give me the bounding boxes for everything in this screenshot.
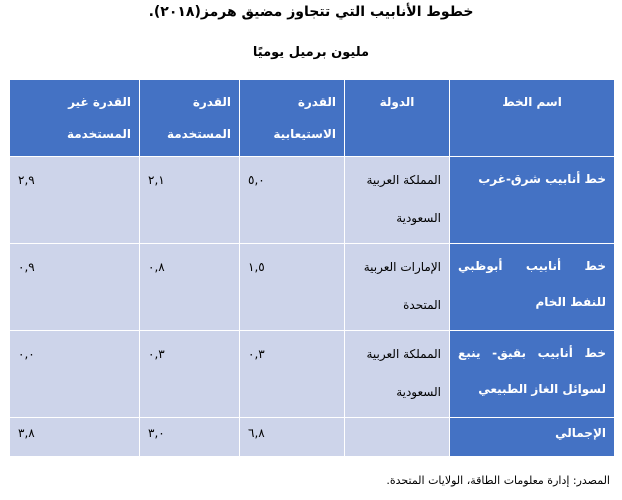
pipelines-table [9, 79, 615, 457]
table-total-row [10, 418, 615, 457]
total-unused-capacity-cell: ٣,٨ [10, 418, 140, 457]
capacity-cell: ١,٥ [240, 244, 345, 331]
country-cell: الإمارات العربية المتحدة [345, 244, 450, 331]
document-title: خطوط الأنابيب التي تتجاوز مضيق هرمز(٢٠١٨). [148, 4, 474, 20]
pipeline-name-cell: خط أنابيب بقيق- ينبع لسوائل الغاز الطبيعي [450, 331, 615, 418]
header-unused-capacity: القدرة غير المستخدمة [10, 80, 140, 157]
unused-capacity-cell: ٢,٩ [10, 157, 140, 244]
header-pipeline-name: اسم الخط [450, 80, 615, 157]
table-row [10, 244, 615, 331]
source-note: المصدر: إدارة معلومات الطاقة، الولايات المتحدة. [386, 474, 610, 487]
total-country-cell [345, 418, 450, 457]
pipeline-name-cell: خط أنابيب شرق-غرب [450, 157, 615, 244]
capacity-cell: ٠,٣ [240, 331, 345, 418]
pipeline-name-cell: خط أنابيب أبوظبي للنفط الخام [450, 244, 615, 331]
header-used-capacity: القدرة المستخدمة [140, 80, 240, 157]
total-capacity-cell: ٦,٨ [240, 418, 345, 457]
table-row [10, 157, 615, 244]
used-capacity-cell: ٠,٨ [140, 244, 240, 331]
capacity-cell: ٥,٠ [240, 157, 345, 244]
used-capacity-cell: ٢,١ [140, 157, 240, 244]
table-unit-caption: مليون برميل يوميًا [252, 45, 370, 60]
table-row [10, 331, 615, 418]
header-country: الدولة [345, 80, 450, 157]
unused-capacity-cell: ٠,٠ [10, 331, 140, 418]
used-capacity-cell: ٠,٣ [140, 331, 240, 418]
table-header-row [10, 80, 615, 157]
country-cell: المملكة العربية السعودية [345, 331, 450, 418]
unused-capacity-cell: ٠,٩ [10, 244, 140, 331]
total-label-cell: الإجمالي [450, 418, 615, 457]
header-capacity: القدرة الاستيعابية [240, 80, 345, 157]
country-cell: المملكة العربية السعودية [345, 157, 450, 244]
total-used-capacity-cell: ٣,٠ [140, 418, 240, 457]
